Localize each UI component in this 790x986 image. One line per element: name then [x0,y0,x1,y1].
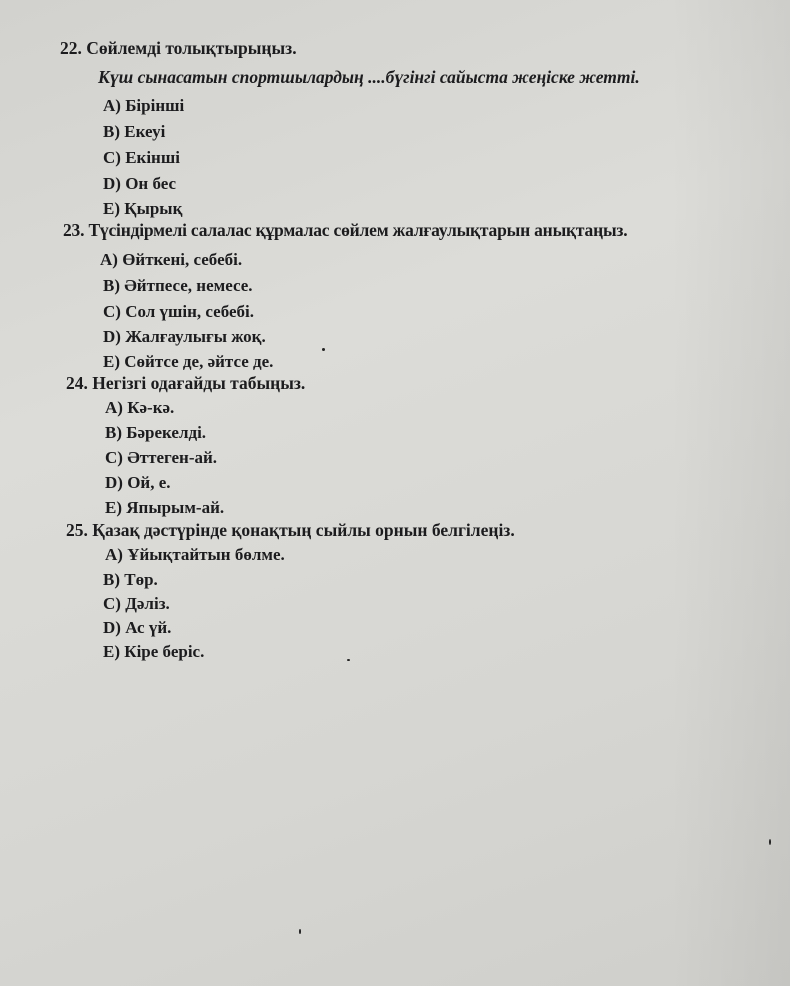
question-22-option-e: Е) Қырық [103,199,183,218]
question-22-title: 22. Сөйлемді толықтырыңыз. [60,38,297,58]
question-22-option-c: С) Екінші [103,148,180,167]
question-25-option-b: В) Төр. [103,570,158,589]
ink-speck [347,659,350,661]
question-24-option-c: С) Әттеген-ай. [105,448,218,467]
question-25-title: 25. Қазақ дәстүрінде қонақтың сыйлы орнын белгілеңіз. [66,520,515,540]
question-23-option-d: D) Жалғаулығы жоқ. [103,327,266,346]
question-25-option-a: А) Ұйықтайтын бөлме. [105,545,285,564]
question-24-option-a: А) Кә-кә. [105,398,175,417]
question-25-option-d: D) Ас үй. [103,618,172,637]
ink-speck [299,929,301,934]
page-shadow [670,0,790,986]
question-23-option-e: Е) Сөйтсе де, әйтсе де. [103,352,274,371]
question-22-option-b: В) Екеуі [103,122,166,141]
question-23-title: 23. Түсіндірмелі салалас құрмалас сөйлем жалғаулықтарын анықтаңыз. [63,220,628,240]
question-22-sentence: Күш сынасатын спортшылардың ....бүгінгі сайыста жеңіске жетті. [98,67,640,87]
question-23-option-b: В) Әйтпесе, немесе. [103,276,253,295]
question-22-option-d: D) Он бес [103,174,177,193]
ink-speck [769,839,771,845]
question-23-option-c: С) Сол үшін, себебі. [103,302,254,321]
question-24-option-d: D) Ой, е. [105,473,171,492]
question-23-option-a: А) Өйткені, себебі. [100,250,243,269]
question-24-title: 24. Негізгі одағайды табыңыз. [66,373,306,393]
question-24-option-e: Е) Япырым-ай. [105,498,225,517]
question-25-option-e: Е) Кіре беріс. [103,642,205,661]
question-25-option-c: С) Дәліз. [103,594,170,613]
ink-speck [322,348,325,351]
question-24-option-b: В) Бәрекелді. [105,423,207,442]
question-22-option-a: А) Бірінші [103,96,185,115]
